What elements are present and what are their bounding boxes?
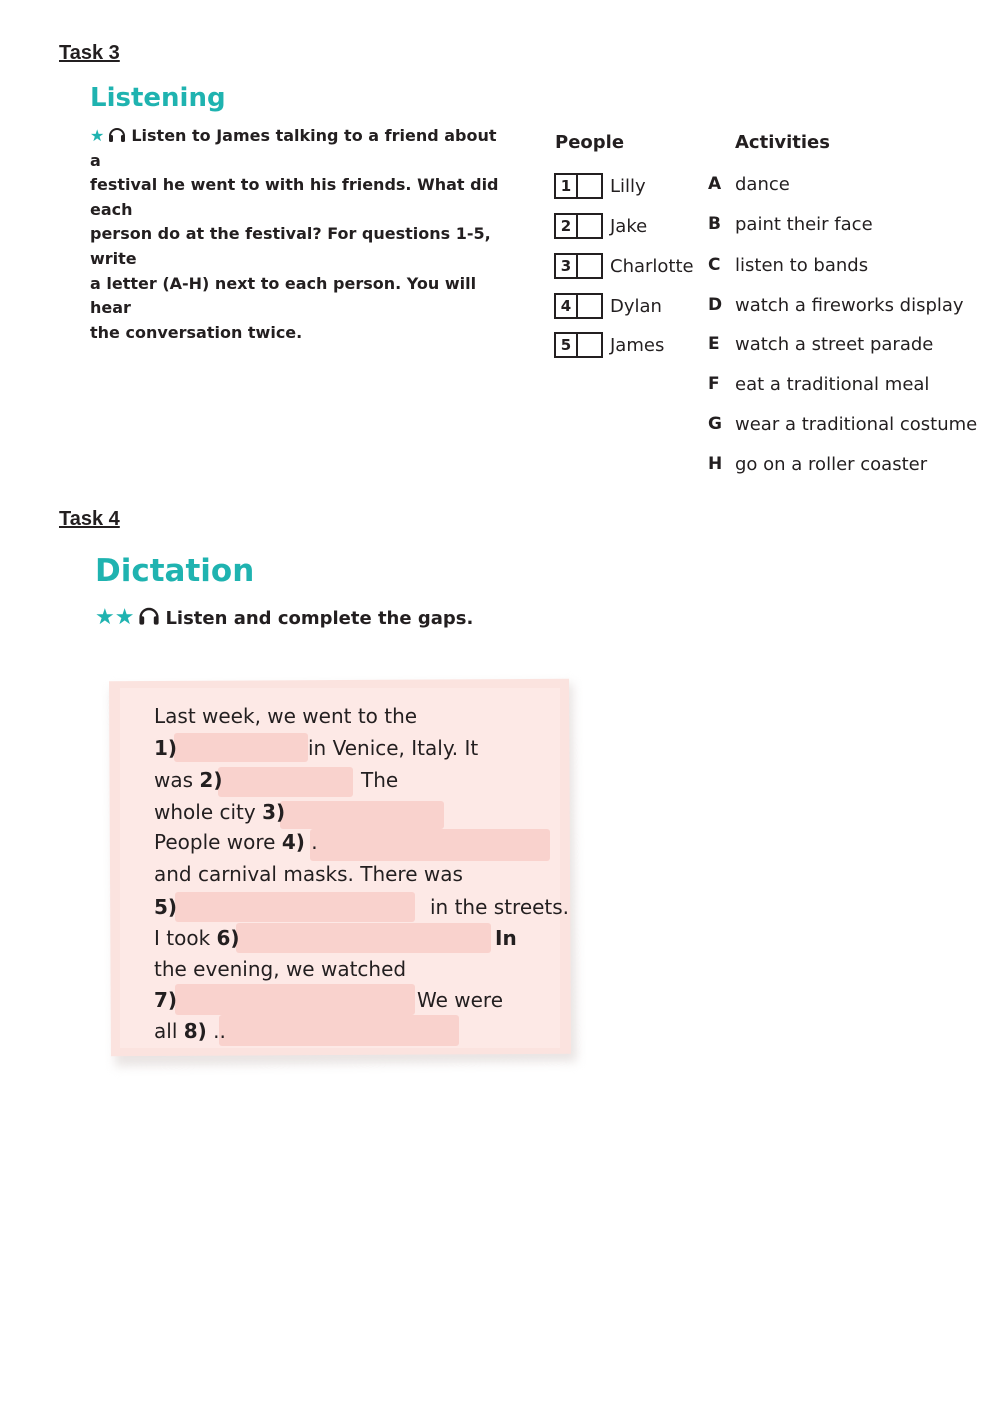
person-name: Lilly (610, 175, 646, 197)
person-row-5 (554, 332, 664, 358)
activities-header: Activities (735, 132, 830, 153)
line-text: all (154, 1019, 178, 1043)
person-number: 5 (554, 332, 576, 358)
line-dots: .. (213, 1019, 226, 1043)
gap-number: 3) (262, 800, 286, 824)
headphones-icon (137, 603, 161, 627)
dictation-instruction (95, 603, 473, 632)
activity-a (708, 171, 790, 197)
person-name: Charlotte (610, 255, 694, 277)
listening-heading: Listening (90, 83, 226, 113)
listening-instructions (90, 124, 510, 345)
gap-number: 4) (281, 830, 305, 854)
dictation-line-1: Last week, we went to the (154, 704, 418, 728)
gap-6[interactable] (236, 923, 491, 953)
line-text: was (154, 768, 194, 792)
instruction-line-2: festival he went to with his friends. What did each (90, 175, 499, 219)
instruction-line-5: the conversation twice. (90, 322, 303, 342)
line-text: I took (154, 926, 211, 950)
activity-text: go on a roller coaster (735, 453, 928, 475)
activity-d (708, 292, 964, 318)
activity-text: dance (735, 173, 790, 195)
dictation-line-4 (154, 800, 285, 824)
dictation-line-3 (154, 768, 222, 792)
star-icon: ★ (90, 126, 105, 145)
person-row-3 (554, 253, 694, 279)
instruction-line-4: a letter (A-H) next to each person. You will hear (90, 273, 477, 318)
activity-text: wear a traditional costume (735, 413, 978, 435)
gap-8[interactable] (219, 1015, 459, 1046)
activity-e (708, 331, 933, 357)
dictation-line-8-text: In (495, 926, 517, 950)
activity-text: watch a street parade (735, 333, 934, 355)
dictation-line-8 (154, 926, 240, 950)
gap-7[interactable] (175, 984, 415, 1015)
activity-f (708, 371, 929, 397)
answer-box-5[interactable] (576, 332, 603, 358)
dictation-instruction-text: Listen and complete the gaps. (165, 608, 474, 629)
gap-1[interactable] (174, 733, 308, 762)
answer-box-4[interactable] (576, 293, 603, 319)
gap-5[interactable] (175, 892, 415, 922)
activity-letter: A (708, 174, 722, 194)
gap-number: 1) (154, 736, 178, 760)
activity-text: listen to bands (735, 254, 869, 276)
people-header: People (555, 132, 625, 153)
activity-letter: F (708, 374, 720, 394)
person-row-1 (554, 173, 646, 199)
gap-number: 7) (154, 988, 178, 1012)
activity-h (708, 451, 927, 477)
headphones-icon (107, 124, 127, 144)
instruction-line-3: person do at the festival? For questions 1-5, write (90, 224, 491, 268)
dictation-line-2 (154, 736, 177, 760)
answer-box-1[interactable] (576, 173, 603, 199)
line-text: People wore (154, 830, 276, 854)
person-number: 3 (554, 253, 576, 279)
dictation-line-9: the evening, we watched (154, 957, 407, 981)
dictation-line-6: and carnival masks. There was (154, 862, 463, 886)
activity-text: eat a traditional meal (735, 373, 930, 395)
dictation-line-10 (154, 988, 177, 1012)
activity-g (708, 411, 977, 437)
person-name: Jake (610, 215, 648, 237)
dictation-line-2-text: in Venice, Italy. It (308, 736, 479, 760)
dictation-line-5 (154, 830, 318, 854)
dictation-line-11 (154, 1019, 226, 1043)
activity-c (708, 252, 868, 278)
dictation-heading: Dictation (95, 553, 255, 589)
gap-number: 8) (183, 1019, 207, 1043)
person-number: 2 (554, 213, 576, 239)
stars-icon: ★★ (95, 605, 135, 630)
instruction-line-1: Listen to James talking to a friend about a (90, 126, 497, 170)
activity-letter: D (708, 295, 723, 315)
gap-number: 6) (216, 926, 240, 950)
activity-letter: C (708, 255, 721, 275)
gap-2[interactable] (218, 767, 353, 797)
person-row-2 (554, 213, 647, 239)
task3-title: Task 3 (59, 42, 120, 64)
gap-4[interactable] (310, 829, 550, 861)
dictation-line-3-text: The (361, 768, 399, 792)
gap-number: 2) (199, 768, 223, 792)
dictation-line-7 (154, 895, 177, 919)
person-number: 4 (554, 293, 576, 319)
activity-text: paint their face (735, 213, 873, 235)
dictation-line-10-text: We were (417, 988, 504, 1012)
person-name: James (610, 334, 665, 356)
person-number: 1 (554, 173, 576, 199)
task4-title: Task 4 (59, 508, 120, 530)
gap-number: 5) (154, 895, 178, 919)
activity-letter: H (708, 454, 723, 474)
line-text: whole city (154, 800, 256, 824)
person-name: Dylan (610, 295, 662, 317)
answer-box-2[interactable] (576, 213, 603, 239)
activity-b (708, 211, 873, 237)
gap-3[interactable] (280, 801, 444, 829)
activity-letter: G (708, 414, 722, 434)
dictation-line-7-text: in the streets. (430, 895, 570, 919)
activity-letter: E (708, 334, 720, 354)
activity-text: watch a fireworks display (735, 294, 964, 316)
activity-letter: B (708, 214, 721, 234)
person-row-4 (554, 293, 662, 319)
line-dot: . (311, 830, 318, 854)
answer-box-3[interactable] (576, 253, 603, 279)
